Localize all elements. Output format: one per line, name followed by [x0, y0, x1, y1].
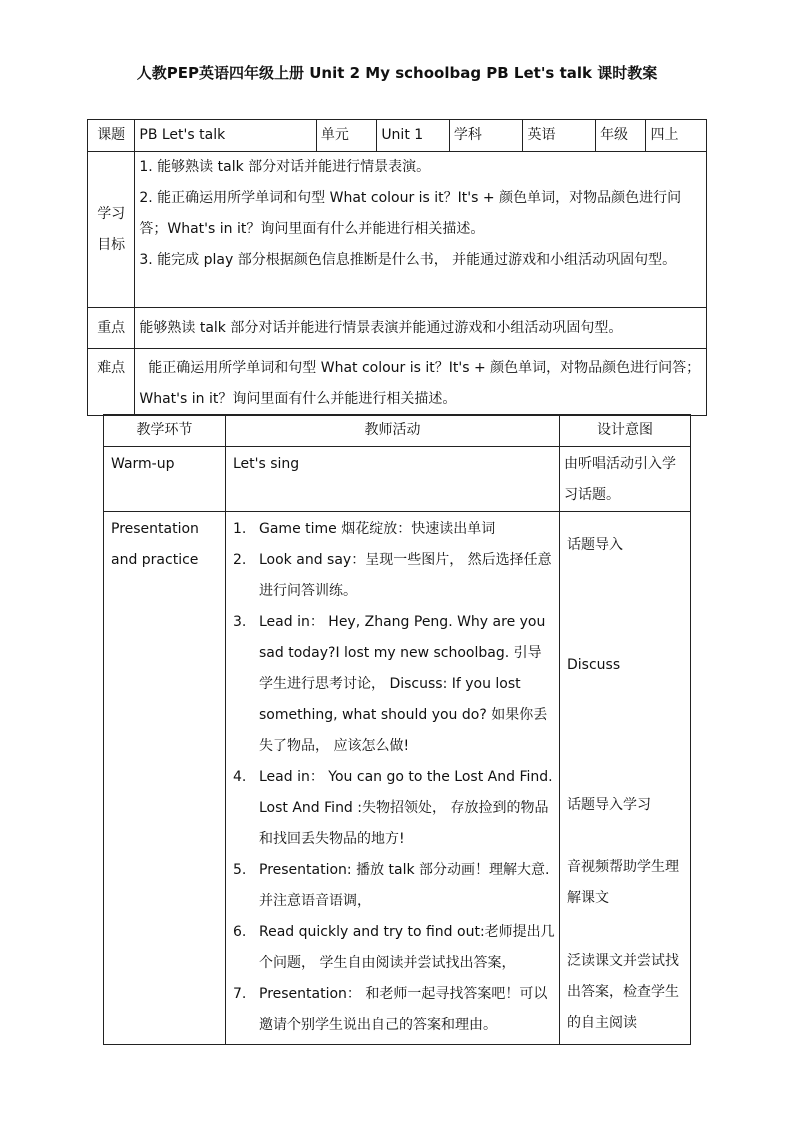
intent-item: 音视频帮助学生理解课文 [567, 859, 679, 906]
goal-item: 1. 能够熟读 talk 部分对话并能进行情景表演。 [139, 159, 431, 175]
subject-value: 英语 [523, 120, 596, 152]
info-row [88, 120, 707, 152]
step-item: 4. Lead in： You can go to the Lost And Find. Lost And Find :失物招领处， 存放捡到的物品和找回丢失物品的地方! [233, 769, 553, 847]
goal-item: 2. 能正确运用所学单词和句型 What colour is it？It's + 颜色单词，对物品颜色进行问答；What's in it？询问里面有什么并能进行相关描述。 [139, 190, 682, 237]
intent-item: 话题导入学习 [567, 797, 651, 813]
presentation-stage [104, 512, 226, 1045]
document-title: 人教PEP英语四年级上册 Unit 2 My schoolbag PB Let's talk 课时教案 [136, 64, 658, 82]
course-label: 课题 [88, 120, 135, 152]
warmup-stage: Warm-up [104, 447, 226, 512]
presentation-stage-line: and practice [111, 552, 199, 568]
warmup-intent: 由听唱活动引入学习话题。 [560, 447, 691, 512]
difficulty-label: 难点 [88, 349, 135, 416]
step-item: 6. Read quickly and try to find out:老师提出几个问题， 学生自由阅读并尝试找出答案， [233, 924, 555, 971]
warmup-row [104, 447, 691, 512]
goals-label [88, 152, 135, 308]
step-item: 3. Lead in： Hey, Zhang Peng. Why are you sad today?I lost my new schoolbag. 引导学生进行思考讨论， Discuss: If you lost something, what should you do? 如果你丢失了物品， 应该怎么做! [233, 614, 548, 754]
header-intent: 设计意图 [560, 415, 691, 447]
presentation-activities [226, 512, 560, 1045]
warmup-activity: Let's sing [226, 447, 560, 512]
unit-label: 单元 [316, 120, 376, 152]
grade-label: 年级 [596, 120, 646, 152]
grade-value: 四上 [646, 120, 707, 152]
presentation-stage-line: Presentation [111, 521, 199, 537]
step-item: 1. Game time 烟花绽放：快速读出单词 [233, 521, 496, 537]
difficulty-row [88, 349, 707, 416]
process-header-row [104, 415, 691, 447]
header-activity: 教师活动 [226, 415, 560, 447]
course-value: PB Let's talk [135, 120, 316, 152]
presentation-intents [560, 512, 691, 1045]
teaching-process-table [103, 414, 691, 1045]
subject-label: 学科 [449, 120, 523, 152]
goals-label-line: 学习 [97, 205, 126, 222]
key-point-text: 能够熟读 talk 部分对话并能进行情景表演并能通过游戏和小组活动巩固句型。 [135, 308, 707, 349]
goal-item: 3. 能完成 play 部分根据颜色信息推断是什么书， 并能通过游戏和小组活动巩固句型。 [139, 252, 677, 268]
step-item: 2. Look and say：呈现一些图片， 然后选择任意进行问答训练。 [233, 552, 552, 599]
intent-item: 话题导入 [567, 537, 623, 553]
key-point-row [88, 308, 707, 349]
lesson-info-table [87, 119, 707, 416]
unit-value: Unit 1 [377, 120, 450, 152]
presentation-row [104, 512, 691, 1045]
intent-item: Discuss [567, 657, 621, 673]
key-point-label: 重点 [88, 308, 135, 349]
goals-row [88, 152, 707, 308]
difficulty-text: 能正确运用所学单词和句型 What colour is it？It's + 颜色单词，对物品颜色进行问答；What's in it？询问里面有什么并能进行相关描述。 [135, 349, 707, 416]
goals-label-line: 目标 [97, 236, 126, 253]
header-stage: 教学环节 [104, 415, 226, 447]
intent-item: 泛读课文并尝试找出答案，检查学生的自主阅读 [567, 953, 679, 1031]
step-item: 5. Presentation: 播放 talk 部分动画！理解大意.并注意语音语调， [233, 862, 550, 909]
step-list [233, 514, 555, 1041]
step-item: 7. Presentation： 和老师一起寻找答案吧！可以邀请个别学生说出自己的答案和理由。 [233, 986, 548, 1033]
